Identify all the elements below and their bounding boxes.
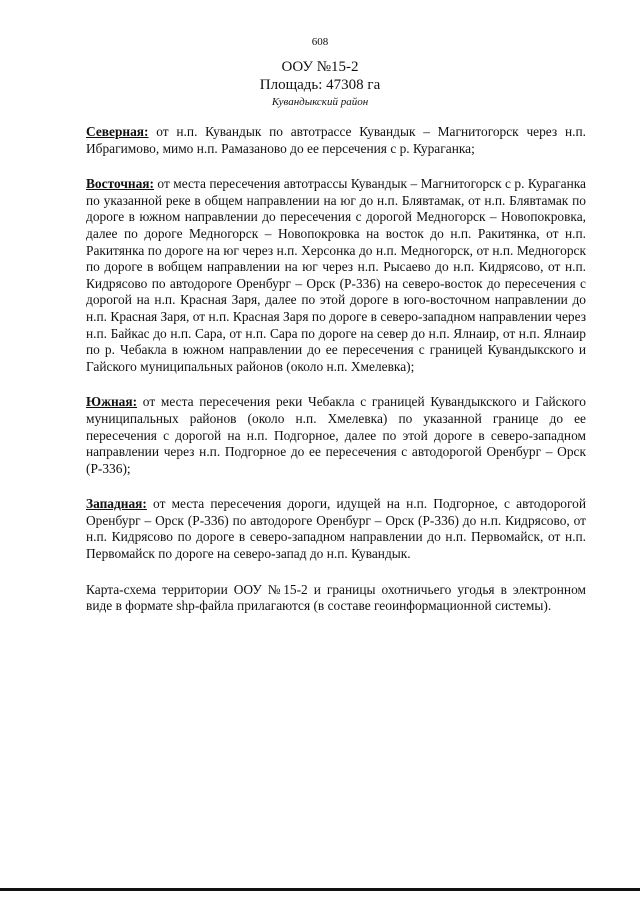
section-east: [86, 176, 586, 375]
section-south: [86, 394, 586, 477]
document-title: ООУ №15-2: [281, 59, 359, 75]
section-north-text: от н.п. Кувандык по автотрассе Кувандык – Магнитогорск через н.п. Ибрагимово, мимо н.п. Рамазаново до ее персечения с р. Кураганка;: [86, 124, 586, 156]
section-west: [86, 496, 586, 562]
section-north-label: Северная:: [86, 124, 149, 139]
section-south-text: от места пересечения реки Чебакла с границей Кувандыкского и Гайского муниципальных районов (около н.п. Хмелевка) по указанной границе до ее пересечения с дорогой на н.п. Подгорное, далее по этой дороге в северо-западном направлении через н.п. Подгорное до ее пересечения с автодорогой Оренбург – Орск (Р-336);: [86, 394, 586, 476]
district-name: Кувандыкский район: [271, 96, 369, 108]
document-body: [86, 124, 586, 634]
section-west-text: от места пересечения дороги, идущей на н.п. Подгорное, с автодорогой Оренбург – Орск (Р-336) по автодороге Оренбург – Орск (Р-336) до н.п. Кидрясово, от н.п. Кидрясово по дороге в северо-западном направлении до н.п. Первомайск, от н.п. Первомайск по дороге на северо-запад до н.п. Кувандык.: [86, 496, 586, 562]
page-number: 608: [311, 36, 329, 48]
section-north: [86, 124, 586, 157]
bottom-rule: [0, 888, 640, 891]
document-header: [0, 58, 640, 110]
section-east-text: от места пересечения автотрассы Кувандык – Магнитогорск с р. Кураганка по указанной реке в общем направлении на юг до н.п. Блявтамак, от н.п. Блявтамак по дороге в южном направлении до пересечения с дорогой Медногорск – Новопокровка, далее по дороге Медногорск – Новопокровка на восток до н.п. Ракитянка, от н.п. Ракитянка по дороге на юг через н.п. Херсонка до н.п. Медногорск, от н.п. Медногорск по дороге в вобщем направлении на юг через н.п. Рысаево до н.п. Кидрясово, от н.п. Кидрясово по автодороге Оренбург – Орск (Р-336) на северо-восток до пересечения с дорогой на н.п. Красная Заря, далее по этой дороге в юго-восточном направлении до н.п. Красная Заря, от н.п. Красная Заря по дороге в северо-западном направлении через н.п. Байкас до н.п. Сара, от н.п. Сара по дороге на север до н.п. Ялнаир, от н.п. Ялнаир по р. Чебакла в южном направлении до ее пересечения с границей Кувандыкского и Гайского муниципальных районов (около н.п. Хмелевка);: [86, 176, 586, 374]
closing-paragraph: Карта-схема территории ООУ №15-2 и границы охотничьего угодья в электронном виде в формате shp-файла прилагаются (в составе геоинформационной системы).: [86, 581, 586, 614]
area-line: Площадь: 47308 га: [259, 77, 381, 93]
section-east-label: Восточная:: [86, 176, 154, 192]
section-west-label: Западная:: [86, 496, 147, 512]
section-south-label: Южная:: [86, 394, 138, 410]
